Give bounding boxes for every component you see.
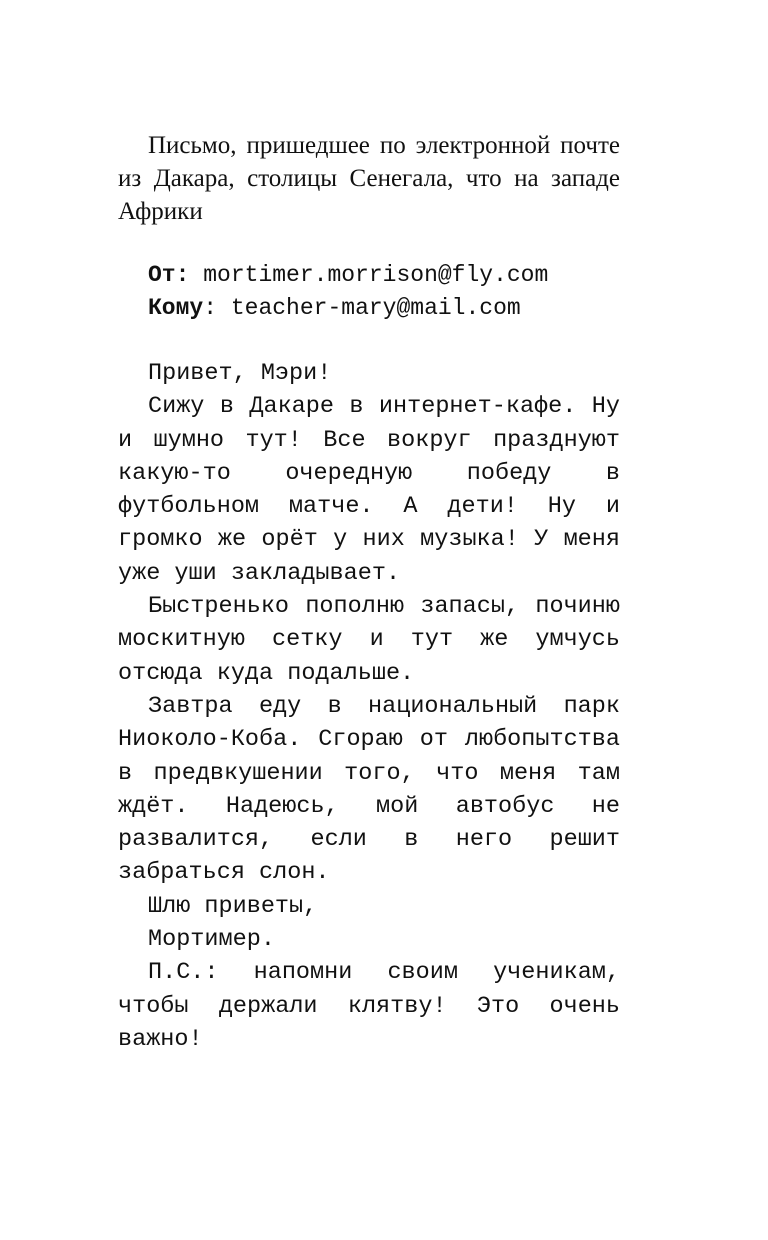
from-colon: : xyxy=(175,262,190,288)
letter-paragraph: Завтра еду в национальный парк Ниоколо-Коба. Сгораю от любопытства в предвкушении того, что меня там ждёт. Надеюсь, мой автобус не развалится, если в него решит забраться слон. xyxy=(118,692,620,887)
to-label: Кому xyxy=(148,295,204,321)
letter-paragraph: Сижу в Дакаре в интернет-кафе. Ну и шумно тут! Все вокруг празднуют какую-то очередную победу в футбольном матче. А дети! Ну и громко же орёт у них музыка! У меня уже уши закладывает. xyxy=(118,393,620,587)
letter-greeting: Привет, Мэри! xyxy=(148,360,332,387)
to-address: teacher-mary@mail.com xyxy=(230,295,521,321)
from-line xyxy=(148,259,620,292)
to-line xyxy=(148,292,620,325)
letter-body xyxy=(118,357,620,1056)
letter-paragraph: Быстренько пополню запасы, починю москитную сетку и тут же умчусь отсюда куда подальше. xyxy=(118,593,620,687)
intro-paragraph: Письмо, пришедшее по электронной почте из Дакара, столицы Сенегала, что на западе Африки xyxy=(118,132,620,225)
page-content xyxy=(118,129,620,1056)
letter-postscript: П.С.: напомни своим ученикам, чтобы держали клятву! Это очень важно! xyxy=(118,959,620,1053)
from-address: mortimer.morrison@fly.com xyxy=(203,262,549,288)
from-label: От xyxy=(148,262,176,288)
to-colon: : xyxy=(203,295,218,321)
email-headers xyxy=(118,259,620,325)
letter-closing: Шлю приветы, xyxy=(148,892,318,920)
letter-signature: Мортимер. xyxy=(148,926,275,954)
